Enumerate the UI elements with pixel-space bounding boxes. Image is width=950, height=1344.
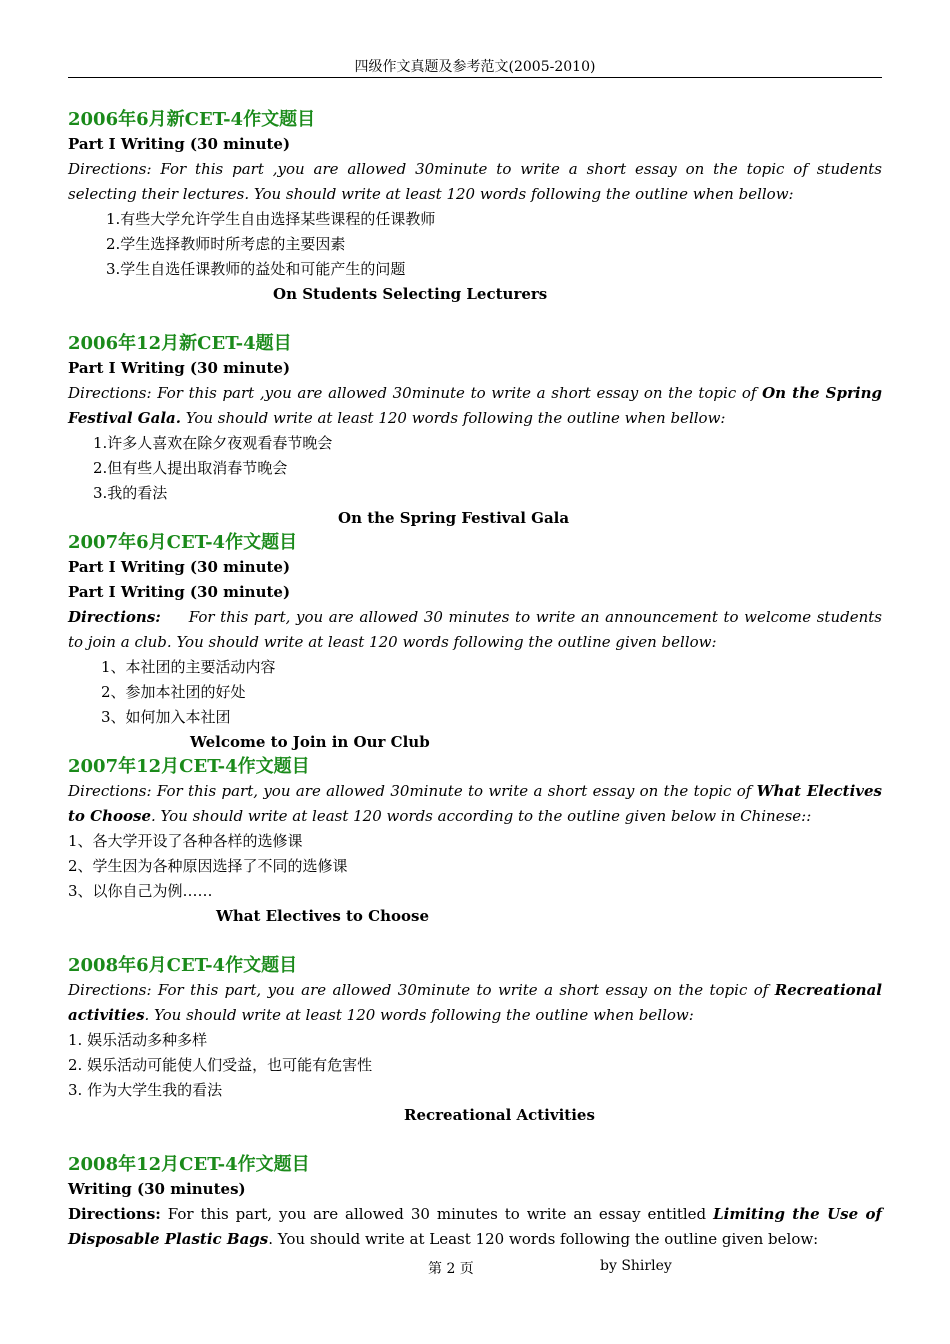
- directions-text: Directions: For this part, you are allowed 30minute to write a short essay on the topic of Recreational activities. You should write at least 120 words following the outline when bellow:: [68, 981, 882, 1024]
- section-2006-june: [68, 108, 882, 332]
- outline-item: 2、学生因为各种原因选择了不同的选修课: [68, 857, 348, 875]
- page-footer: [0, 1258, 950, 1278]
- outline-item: 1、本社团的主要活动内容: [101, 658, 276, 676]
- part-label: Part I Writing (30 minute): [68, 359, 291, 377]
- essay-title: On Students Selecting Lecturers: [273, 285, 548, 303]
- section-heading: 2008年12月CET-4作文题目: [68, 1154, 310, 1175]
- essay-title: On the Spring Festival Gala: [338, 509, 570, 527]
- part-label: Part I Writing (30 minute): [68, 583, 291, 601]
- page-header: 四级作文真题及参考范文(2005-2010): [68, 58, 882, 78]
- author-credit: by Shirley: [600, 1258, 672, 1274]
- directions-text: Directions: For this part ,you are allowed 30minute to write a short essay on the topic of On the Spring Festival Gala. You should write at least 120 words following the outline when bellow:: [68, 384, 882, 427]
- section-heading: 2007年6月CET-4作文题目: [68, 532, 298, 553]
- section-2008-december: [68, 1153, 882, 1252]
- section-heading: 2008年6月CET-4作文题目: [68, 955, 298, 976]
- essay-title: Welcome to Join in Our Club: [190, 733, 430, 751]
- outline-item: 3.学生自选任课教师的益处和可能产生的问题: [106, 260, 406, 278]
- directions-label: Directions:: [68, 608, 161, 626]
- outline-item: 2. 娱乐活动可能使人们受益，也可能有危害性: [68, 1056, 373, 1074]
- outline-item: 1. 娱乐活动多种多样: [68, 1031, 208, 1049]
- part-label: Part I Writing (30 minute): [68, 558, 291, 576]
- document-body: [68, 108, 882, 1252]
- outline-item: 2.但有些人提出取消春节晚会: [93, 459, 288, 477]
- essay-title: What Electives to Choose: [216, 907, 429, 925]
- part-label: Part I Writing (30 minute): [68, 135, 291, 153]
- outline-item: 2.学生选择教师时所考虑的主要因素: [106, 235, 346, 253]
- outline-item: 1.有些大学允许学生自由选择某些课程的任课教师: [106, 210, 436, 228]
- section-2006-december: [68, 332, 882, 531]
- directions-label: Directions:: [68, 1205, 161, 1223]
- section-heading: 2006年6月新CET-4作文题目: [68, 109, 316, 130]
- directions-text: Directions: For this part ,you are allowed 30minute to write a short essay on the topic of students selecting their lectures. You should write at least 120 words following the outline when bellow:: [68, 160, 882, 203]
- directions-topic: On the Spring Festival Gala.: [68, 384, 882, 427]
- outline-item: 3. 作为大学生我的看法: [68, 1081, 223, 1099]
- part-label: Writing (30 minutes): [68, 1180, 246, 1198]
- directions-text: Directions: For this part, you are allowed 30 minutes to write an essay entitled Limiting the Use of Disposable Plastic Bags. You should write at Least 120 words following the outline given below:: [68, 1205, 882, 1248]
- outline-item: 2、参加本社团的好处: [101, 683, 246, 701]
- essay-title: Recreational Activities: [404, 1106, 595, 1124]
- section-2007-december: [68, 755, 882, 954]
- section-2008-june: [68, 954, 882, 1153]
- directions-topic: Recreational activities: [68, 981, 882, 1024]
- section-heading: 2007年12月CET-4作文题目: [68, 756, 310, 777]
- directions-topic: Limiting the Use of Disposable Plastic Bags: [68, 1205, 882, 1248]
- outline-item: 3、以你自己为例……: [68, 882, 213, 900]
- outline-item: 1.许多人喜欢在除夕夜观看春节晚会: [93, 434, 333, 452]
- directions-text: Directions: For this part, you are allowed 30minute to write a short essay on the topic of What Electives to Choose. You should write at least 120 words according to the outline given below in Chinese::: [68, 782, 882, 825]
- outline-item: 1、各大学开设了各种各样的选修课: [68, 832, 303, 850]
- section-heading: 2006年12月新CET-4题目: [68, 333, 292, 354]
- outline-item: 3、如何加入本社团: [101, 708, 231, 726]
- section-2007-june: [68, 531, 882, 755]
- directions-text: Directions: For this part, you are allowed 30 minutes to write an announcement to welcome students to join a club. You should write at least 120 words following the outline given bellow:: [68, 608, 882, 651]
- directions-topic: What Electives to Choose: [68, 782, 882, 825]
- outline-item: 3.我的看法: [93, 484, 168, 502]
- page-number: 第 2 页: [428, 1261, 474, 1277]
